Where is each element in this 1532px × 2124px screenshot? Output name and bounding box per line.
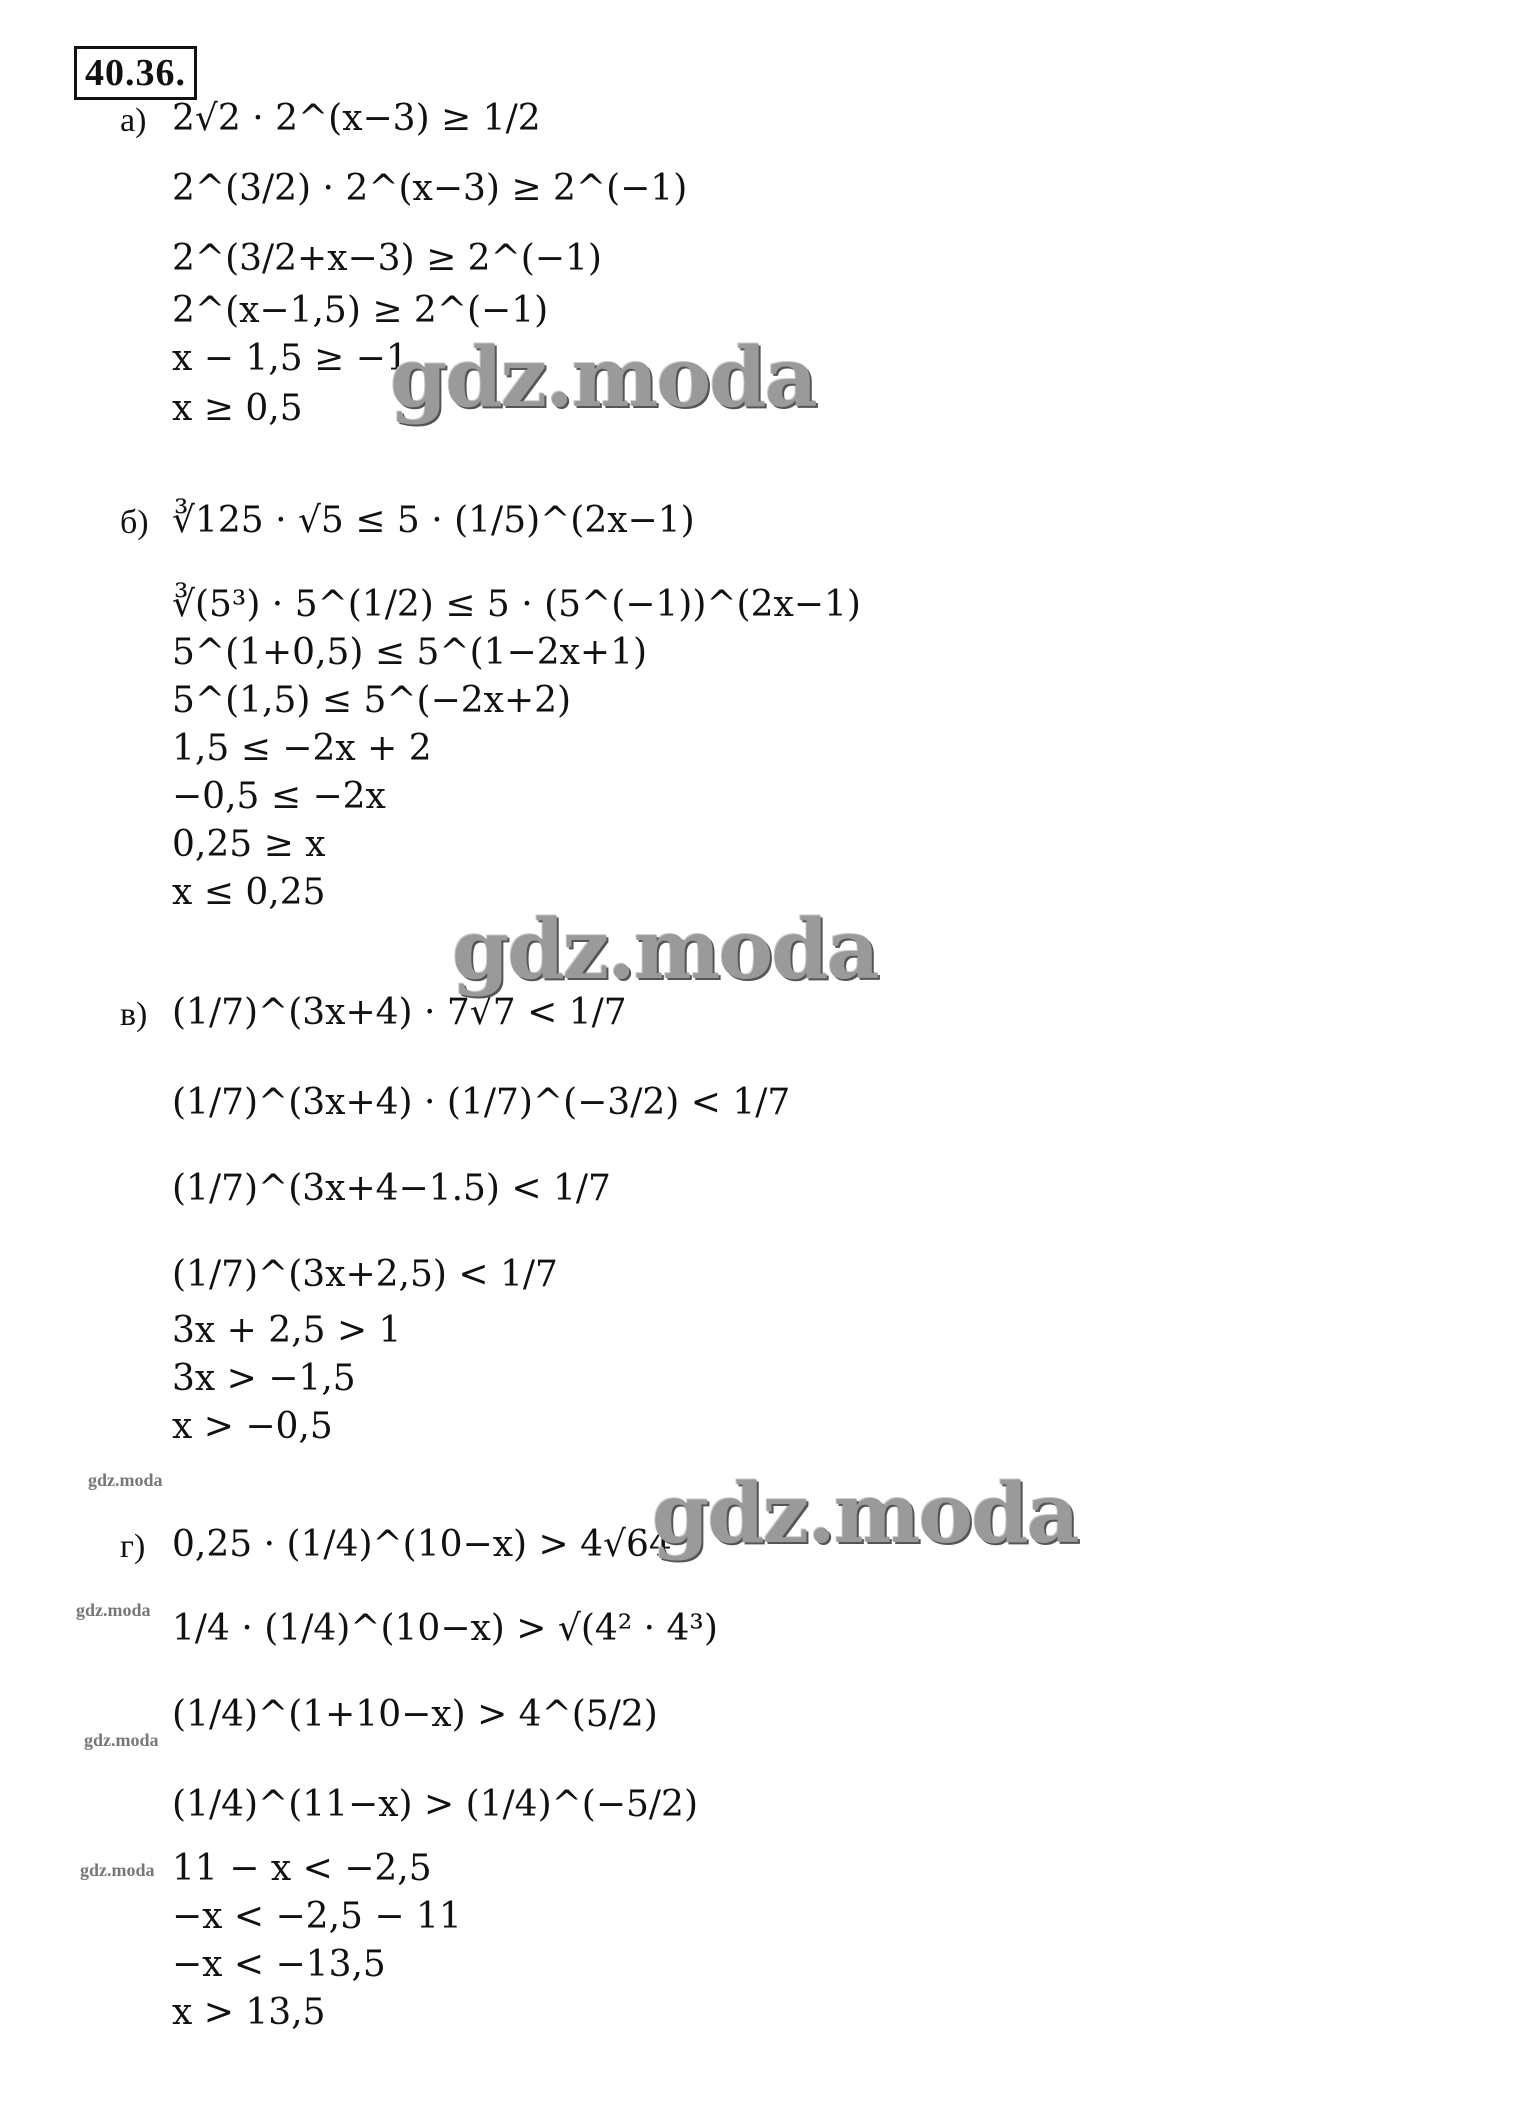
solution-line: x ≤ 0,25 (172, 872, 326, 913)
solution-line: 0,25 · (1/4)^(10−x) > 4√64 (172, 1524, 672, 1565)
problem-number: 40.36. (74, 46, 197, 100)
part-label-b: б) (120, 504, 149, 541)
part-label-v: в) (120, 996, 148, 1033)
watermark: gdz.moda (88, 1470, 163, 1490)
solution-line: (1/4)^(11−x) > (1/4)^(−5/2) (172, 1784, 698, 1825)
part-label-g: г) (120, 1528, 146, 1565)
solution-line: (1/7)^(3x+2,5) < 1/7 (172, 1254, 558, 1295)
solution-line: 1/4 · (1/4)^(10−x) > √(4² · 4³) (172, 1608, 718, 1649)
solution-line: ∛(5³) · 5^(1/2) ≤ 5 · (5^(−1))^(2x−1) (172, 584, 861, 625)
solution-line: −0,5 ≤ −2x (172, 776, 386, 817)
solution-line: 2^(x−1,5) ≥ 2^(−1) (172, 290, 549, 331)
solution-line: 2^(3/2+x−3) ≥ 2^(−1) (172, 238, 602, 279)
watermark: gdz.moda (76, 1600, 151, 1620)
solution-line: x > −0,5 (172, 1406, 333, 1447)
solution-line: x − 1,5 ≥ −1 (172, 338, 409, 379)
solution-line: 3x > −1,5 (172, 1358, 356, 1399)
watermark: gdz.moda (80, 1860, 155, 1880)
solution-line: (1/7)^(3x+4−1.5) < 1/7 (172, 1168, 611, 1209)
solution-line: 2^(3/2) · 2^(x−3) ≥ 2^(−1) (172, 168, 688, 209)
solution-line: x ≥ 0,5 (172, 388, 303, 429)
solution-line: x > 13,5 (172, 1992, 326, 2033)
solution-line: (1/4)^(1+10−x) > 4^(5/2) (172, 1694, 658, 1735)
solution-line: (1/7)^(3x+4) · (1/7)^(−3/2) < 1/7 (172, 1082, 791, 1123)
solution-line: 1,5 ≤ −2x + 2 (172, 728, 432, 769)
solution-line: 11 − x < −2,5 (172, 1848, 432, 1889)
solution-line: −x < −2,5 − 11 (172, 1896, 462, 1937)
watermark: gdz.moda (84, 1730, 159, 1750)
watermark: gdz.moda (452, 902, 878, 998)
solution-line: 0,25 ≥ x (172, 824, 326, 865)
solution-line: 3x + 2,5 > 1 (172, 1310, 402, 1351)
part-label-a: а) (120, 102, 147, 139)
solution-line: (1/7)^(3x+4) · 7√7 < 1/7 (172, 992, 627, 1033)
solution-line: 5^(1+0,5) ≤ 5^(1−2x+1) (172, 632, 648, 673)
solution-line: 2√2 · 2^(x−3) ≥ 1/2 (172, 98, 541, 139)
watermark: gdz.moda (652, 1466, 1078, 1562)
watermark: gdz.moda (390, 330, 816, 426)
solution-line: ∛125 · √5 ≤ 5 · (1/5)^(2x−1) (172, 500, 695, 541)
solution-line: 5^(1,5) ≤ 5^(−2x+2) (172, 680, 572, 721)
solution-line: −x < −13,5 (172, 1944, 386, 1985)
